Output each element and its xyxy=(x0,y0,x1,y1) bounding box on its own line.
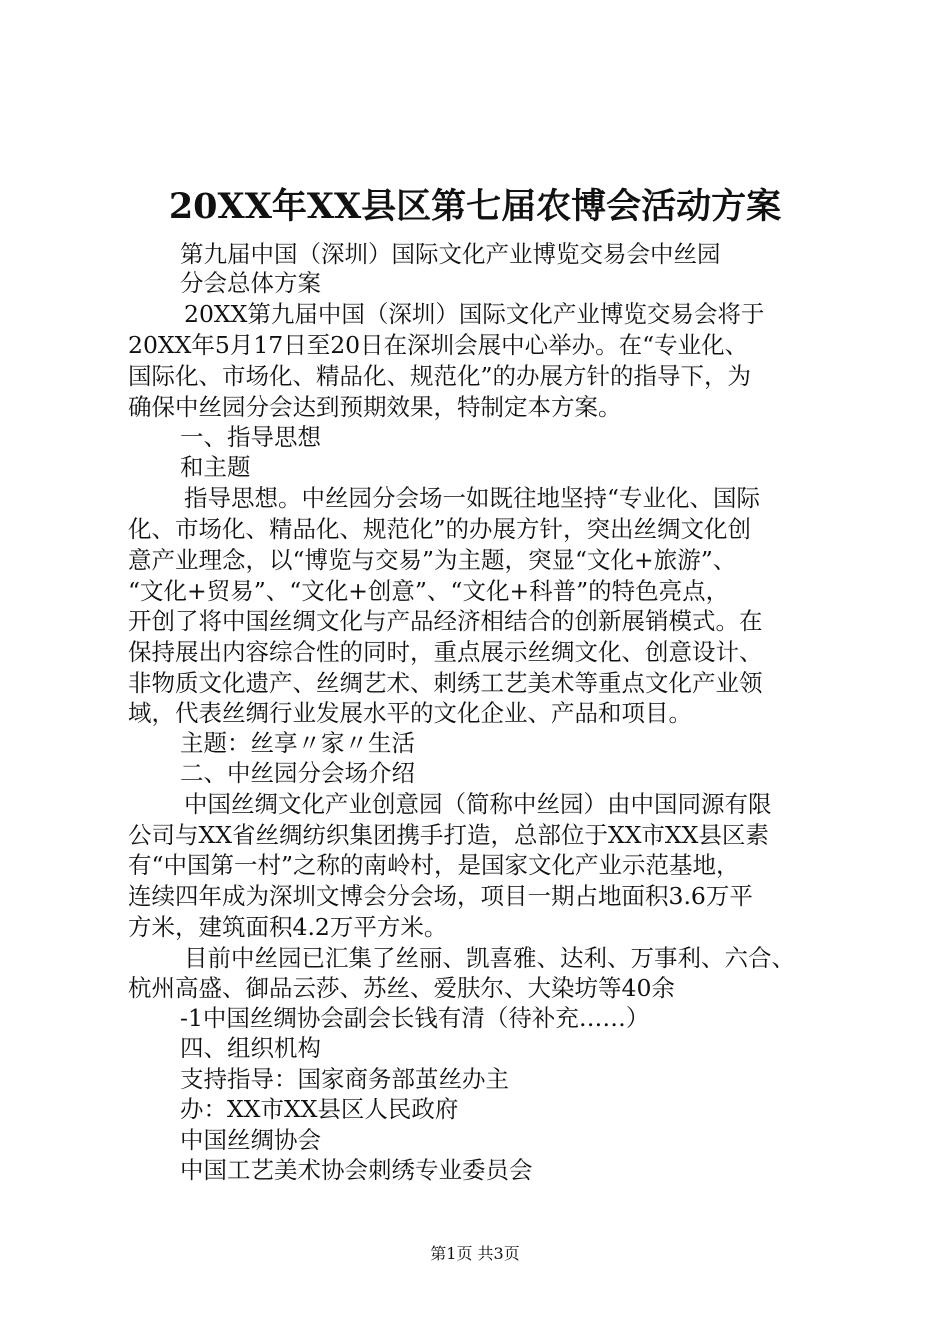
paragraph-line: “文化+贸易”、“文化+创意”、“文化+科普”的特色亮点， xyxy=(128,577,730,605)
paragraph-line: 分会总体方案 xyxy=(180,269,321,297)
paragraph-line: 办：XX市XX县区人民政府 xyxy=(180,1095,459,1123)
paragraph-line: 主题：丝享〃家〃生活 xyxy=(180,729,415,757)
paragraph-line: 国际化、市场化、精品化、规范化”的办展方针的指导下，为 xyxy=(128,362,752,390)
paragraph-line: 有“中国第一村”之称的南岭村，是国家文化产业示范基地， xyxy=(128,851,740,879)
section-heading: 二、中丝园分会场介绍 xyxy=(180,759,415,787)
paragraph-line: 20XX第九届中国（深圳）国际文化产业博览交易会将于 xyxy=(184,300,765,328)
document-title: 20XX年XX县区第七届农博会活动方案 xyxy=(168,186,782,227)
page-number-footer: 第1页 共3页 xyxy=(430,1244,520,1263)
paragraph-line: 公司与XX省丝绸纺织集团携手打造，总部位于XX市XX县区素 xyxy=(128,821,769,849)
paragraph-line: 化、市场化、精品化、规范化”的办展方针，突出丝绸文化创 xyxy=(128,515,752,543)
paragraph-line: 中国丝绸文化产业创意园（简称中丝园）由中国同源有限 xyxy=(184,790,772,818)
paragraph-line: 目前中丝园已汇集了丝丽、凯喜雅、达利、万事利、六合、 xyxy=(184,944,795,972)
paragraph-line: 意产业理念，以“博览与交易”为主题，突显“文化+旅游”、 xyxy=(128,546,737,574)
paragraph-line: 中国工艺美术协会刺绣专业委员会 xyxy=(180,1156,533,1184)
section-heading: 和主题 xyxy=(180,453,251,481)
paragraph-line: 保持展出内容综合性的同时，重点展示丝绸文化、创意设计、 xyxy=(128,638,763,666)
paragraph-line: 非物质文化遗产、丝绸艺术、刺绣工艺美术等重点文化产业领 xyxy=(128,669,763,697)
section-heading: 四、组织机构 xyxy=(180,1034,321,1062)
paragraph-line: 域，代表丝绸行业发展水平的文化企业、产品和项目。 xyxy=(128,699,692,727)
paragraph-line: 20XX年5月17日至20日在深圳会展中心举办。在“专业化、 xyxy=(128,331,749,359)
paragraph-line: 指导思想。中丝园分会场一如既往地坚持“专业化、国际 xyxy=(184,484,761,512)
paragraph-line: -1中国丝绸协会副会长钱有清（待补充……） xyxy=(180,1004,650,1032)
paragraph-line: 杭州高盛、御品云莎、苏丝、爱肤尔、大染坊等40余 xyxy=(128,974,675,1002)
paragraph-line: 连续四年成为深圳文博会分会场，项目一期占地面积3.6万平 xyxy=(128,882,753,910)
paragraph-line: 确保中丝园分会达到预期效果，特制定本方案。 xyxy=(128,393,622,421)
section-heading: 一、指导思想 xyxy=(180,423,321,451)
paragraph-line: 方米，建筑面积4.2万平方米。 xyxy=(128,913,448,941)
paragraph-line: 中国丝绸协会 xyxy=(180,1126,321,1154)
paragraph-line: 支持指导：国家商务部茧丝办主 xyxy=(180,1065,509,1093)
paragraph-line: 第九届中国（深圳）国际文化产业博览交易会中丝园 xyxy=(180,240,721,268)
paragraph-line: 开创了将中国丝绸文化与产品经济相结合的创新展销模式。在 xyxy=(128,607,763,635)
